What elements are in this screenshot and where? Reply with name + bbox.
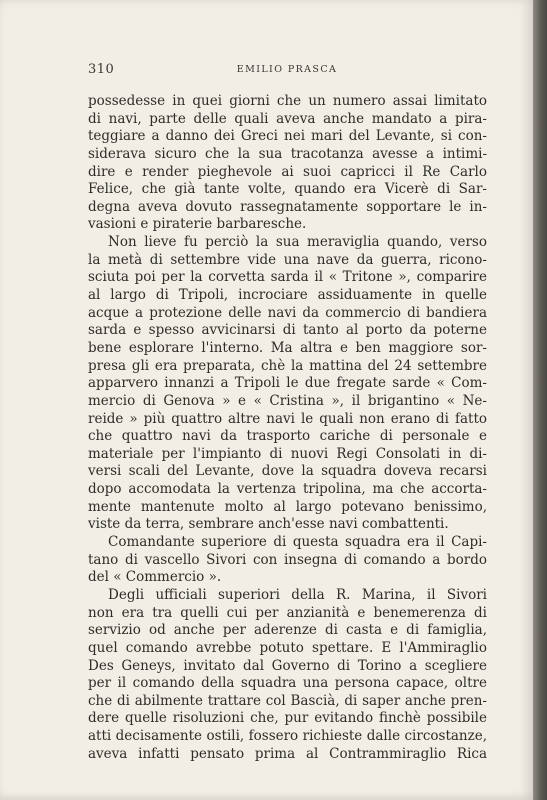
text-line: possedesse in quei giorni che un numero assai limitato: [88, 93, 487, 109]
text-line: reide » più quattro altre navi le quali non erano di fatto: [88, 410, 487, 427]
text-line: aveva infatti pensato prima al Contrammiraglio Rica: [88, 745, 487, 762]
text-line: apparvero innanzi a Tripoli le due fregate sarde « Com-: [88, 375, 487, 392]
text-line: dire e render pieghevole ai suoi capricci il Re Carlo: [88, 163, 487, 180]
running-head: EMILIO PRASCA: [236, 64, 338, 75]
text-line: di navi, parte delle quali aveva anche mandato a pira-: [88, 110, 487, 127]
text-line: Felice, che già tante volte, quando era Vicerè di Sar-: [88, 181, 487, 198]
text-line: Comandante superiore di questa squadra era il Capi-: [108, 534, 487, 551]
text-line: Degli ufficiali superiori della R. Marina, il Sivori: [108, 586, 487, 603]
text-line: teggiare a danno dei Greci nei mari del Levante, si con-: [88, 128, 487, 145]
text-line: del « Commercio ».: [88, 569, 222, 586]
text-line: sciuta poi per la corvetta sarda il « Tritone », comparire: [88, 269, 487, 286]
text-line: atti decisamente ostili, fossero richieste dalle circostanze,: [88, 728, 487, 745]
text-line: tano di vascello Sivori con insegna di comando a bordo: [88, 551, 487, 568]
text-line: Des Geneys, invitato dal Governo di Torino a scegliere: [88, 657, 487, 674]
text-line: degna aveva dovuto rassegnatamente sopportare le in-: [88, 198, 487, 215]
text-line: vasioni e piraterie barbaresche.: [88, 216, 307, 233]
text-line: sarda e spesso avvicinarsi di tanto al porto da poterne: [88, 322, 487, 339]
page-edge-shadow: [533, 0, 547, 800]
text-line: la metà di settembre vide una nave da guerra, ricono-: [88, 251, 487, 268]
text-line: Non lieve fu perciò la sua meraviglia quando, verso: [108, 234, 487, 251]
text-line: non era tra quelli cui per anzianità e benemerenza di: [88, 604, 487, 621]
text-line: bene esplorare l'interno. Ma altra e ben maggiore sor-: [88, 339, 487, 356]
text-line: quel comando avrebbe potuto spettare. E l'Ammiraglio: [88, 639, 487, 656]
text-line: presa gli era preparata, chè la mattina del 24 settembre: [88, 357, 487, 374]
text-line: al largo di Tripoli, incrociare assiduamente in quelle: [88, 287, 487, 304]
text-line: per il comando della squadra una persona capace, oltre: [88, 675, 487, 692]
text-line: mente mantenute molto al largo potevano benissimo,: [88, 498, 487, 515]
body-text: [88, 93, 487, 763]
text-line: mercio di Genova » e « Cristina », il brigantino « Ne-: [88, 392, 487, 409]
text-line: che di abilmente trattare col Bascià, di saper anche pren-: [88, 692, 487, 709]
text-line: dopo accomodata la vertenza tripolina, ma che accorta-: [88, 481, 487, 498]
text-line: viste da terra, sembrare anch'esse navi combattenti.: [88, 516, 449, 533]
text-line: versi scali del Levante, dove la squadra doveva recarsi: [88, 463, 487, 480]
text-line: dere quelle risoluzioni che, pur evitando finchè possibile: [88, 710, 487, 727]
text-line: siderava sicuro che la sua tracotanza avesse a intimi-: [88, 145, 487, 162]
page-number: 310: [88, 62, 115, 77]
text-line: che quattro navi da trasporto cariche di personale e: [88, 428, 487, 445]
text-line: acque a protezione delle navi da commercio di bandiera: [88, 304, 487, 321]
text-line: servizio od anche per aderenze di casta e di famiglia,: [88, 622, 487, 639]
page-header: [88, 62, 486, 82]
text-line: materiale per l'impianto di nuovi Regi Consolati in di-: [88, 445, 487, 462]
